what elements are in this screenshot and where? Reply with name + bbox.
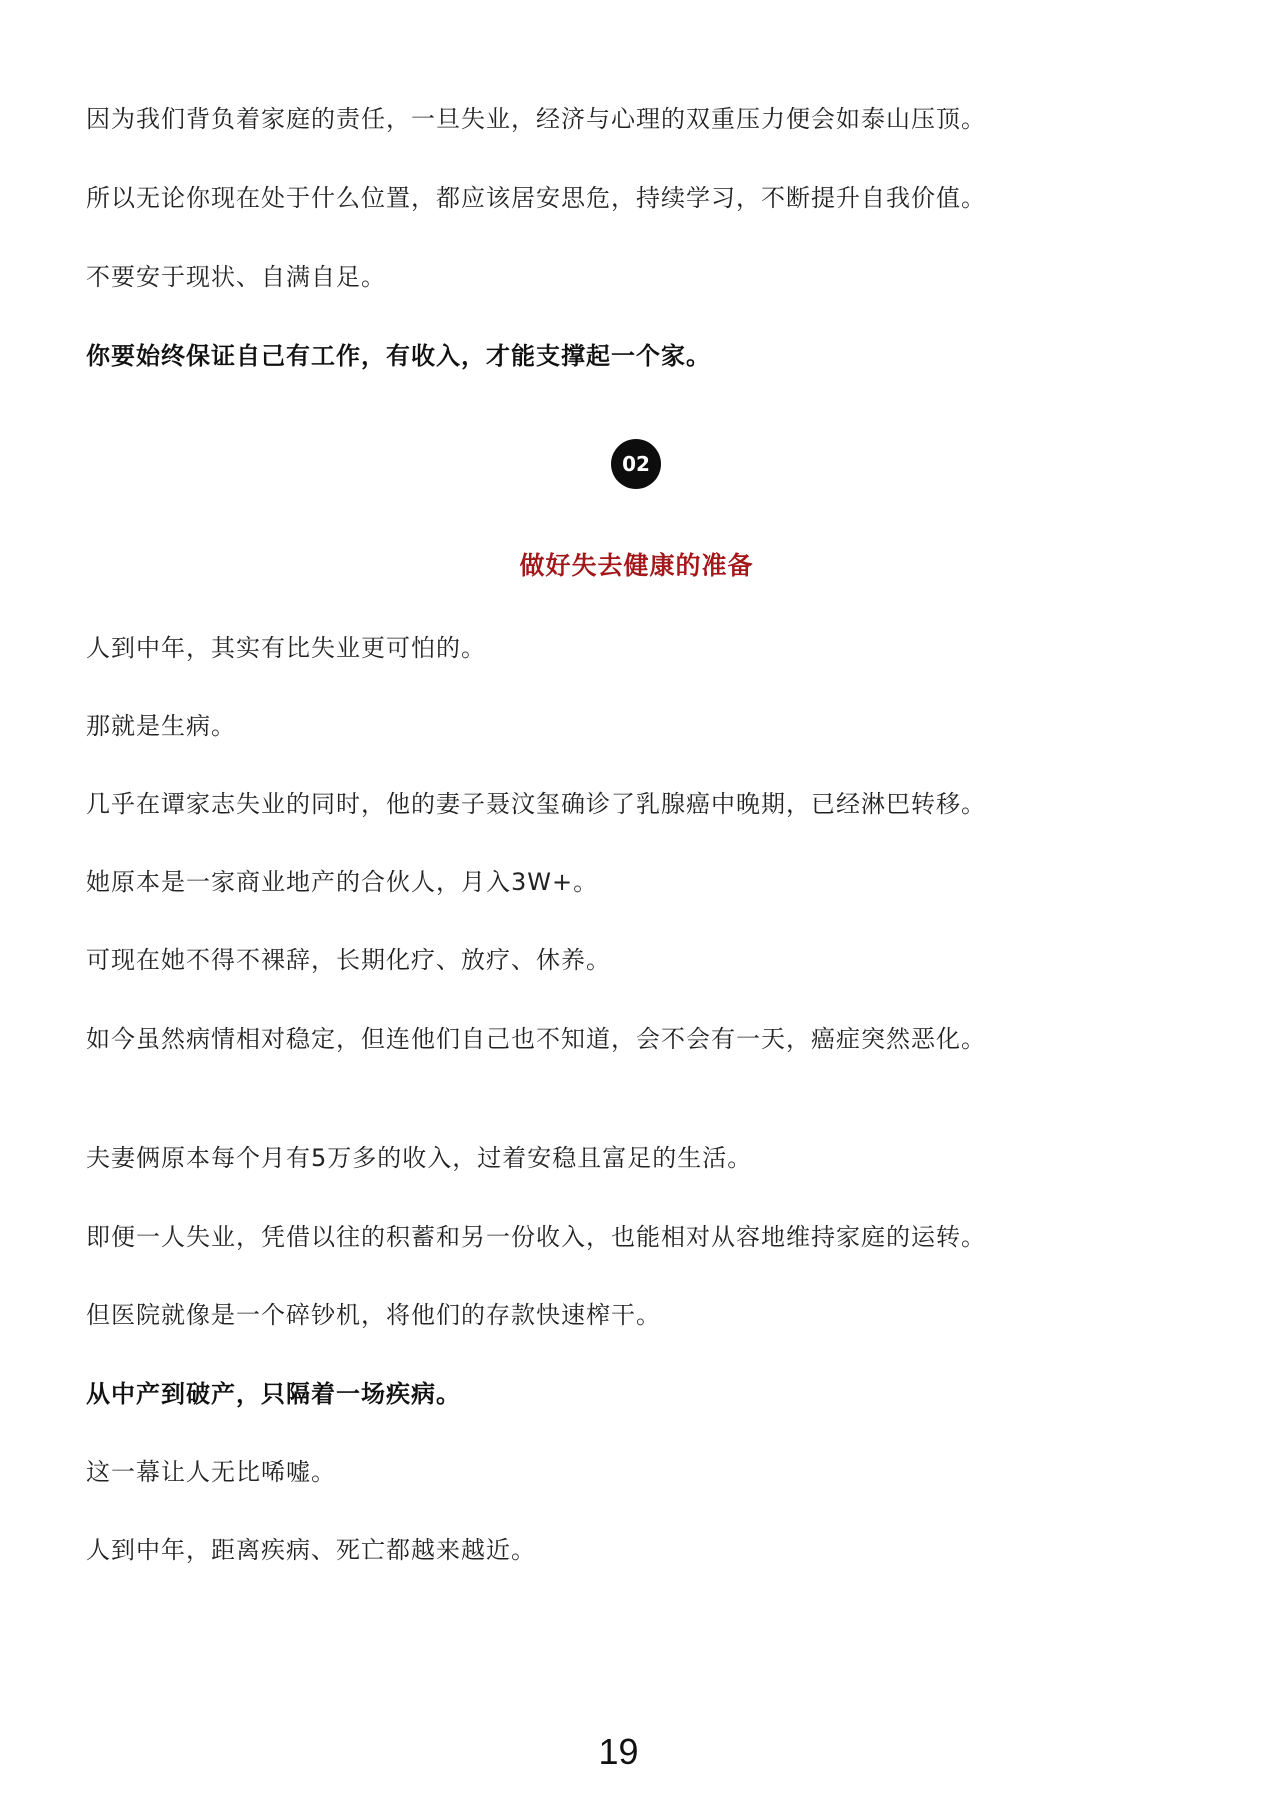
- paragraph: 那就是生病。: [86, 712, 236, 740]
- paragraph: 但医院就像是一个碎钞机，将他们的存款快速榨干。: [86, 1301, 661, 1329]
- section-number-badge: 02: [611, 439, 661, 489]
- bold-paragraph: 你要始终保证自己有工作，有收入，才能支撑起一个家。: [86, 342, 711, 370]
- paragraph: 她原本是一家商业地产的合伙人，月入3W+。: [86, 868, 599, 896]
- paragraph: 如今虽然病情相对稳定，但连他们自己也不知道，会不会有一天，癌症突然恶化。: [86, 1025, 986, 1053]
- page-number: 19: [598, 1731, 639, 1772]
- paragraph: 这一幕让人无比唏嘘。: [86, 1458, 336, 1486]
- paragraph: 人到中年，其实有比失业更可怕的。: [86, 634, 486, 662]
- section-title: 做好失去健康的准备: [519, 551, 754, 580]
- paragraph: 几乎在谭家志失业的同时，他的妻子聂汶玺确诊了乳腺癌中晚期，已经淋巴转移。: [86, 790, 986, 818]
- paragraph: 人到中年，距离疾病、死亡都越来越近。: [86, 1536, 536, 1564]
- paragraph: 因为我们背负着家庭的责任，一旦失业，经济与心理的双重压力便会如泰山压顶。: [86, 105, 986, 133]
- paragraph: 夫妻俩原本每个月有5万多的收入，过着安稳且富足的生活。: [86, 1144, 753, 1172]
- paragraph: 可现在她不得不裸辞，长期化疗、放疗、休养。: [86, 946, 611, 974]
- bold-paragraph: 从中产到破产，只隔着一场疾病。: [86, 1380, 461, 1408]
- paragraph: 不要安于现状、自满自足。: [86, 263, 386, 291]
- paragraph: 即便一人失业，凭借以往的积蓄和另一份收入，也能相对从容地维持家庭的运转。: [86, 1223, 986, 1251]
- paragraph: 所以无论你现在处于什么位置，都应该居安思危，持续学习，不断提升自我价值。: [86, 184, 986, 212]
